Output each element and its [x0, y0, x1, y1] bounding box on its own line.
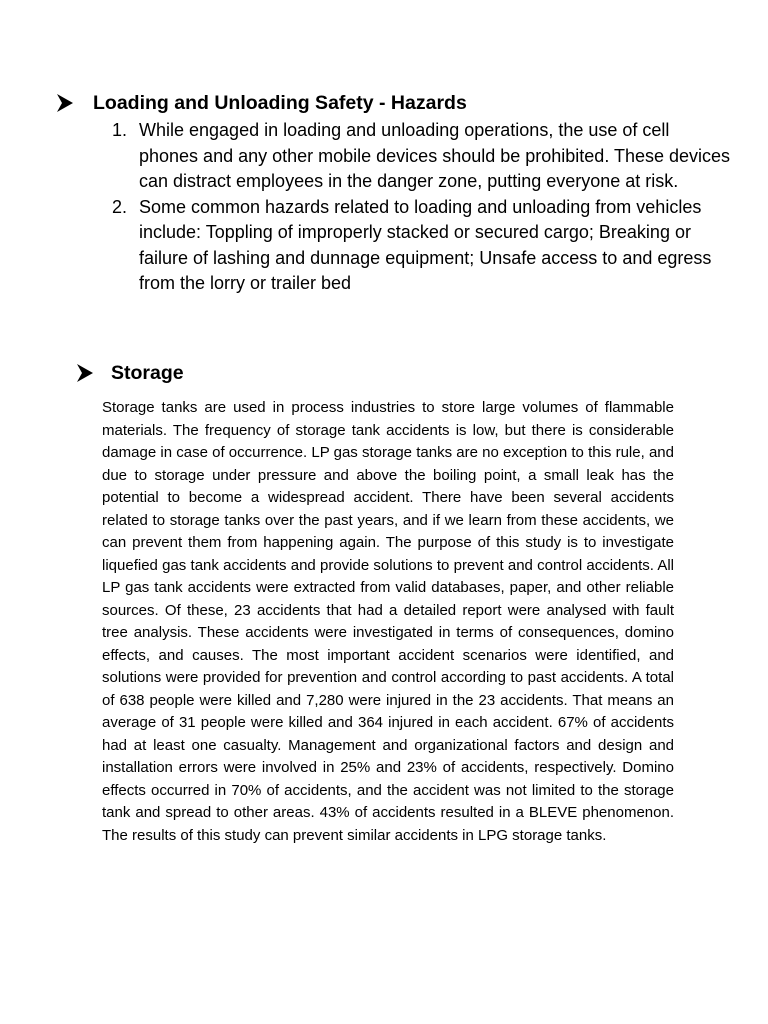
section-title: Storage: [111, 362, 184, 384]
section-loading-unloading: [55, 90, 745, 297]
section-heading: [55, 90, 745, 116]
hazards-list: [55, 118, 732, 297]
list-item: [112, 195, 732, 297]
section-storage: [75, 360, 675, 386]
section-title: Loading and Unloading Safety - Hazards: [93, 92, 467, 114]
list-item-number: 1.: [112, 120, 128, 140]
list-item-number: 2.: [112, 196, 128, 217]
arrowhead-bullet-icon: [55, 92, 75, 114]
list-item: [112, 118, 732, 195]
arrowhead-bullet-icon: [75, 362, 95, 384]
section-heading: [75, 360, 675, 386]
list-item-text: While engaged in loading and unloading operations, the use of cell phones and any other mobile devices should be prohibited. These devices can distract employees in the danger zone, putting everyone at risk.: [139, 120, 731, 191]
list-item-text: Some common hazards related to loading and unloading from vehicles include: Toppling of improperly stacked or secured cargo; Breaking or failure of lashing and dunnage equipment; Unsafe access to and egress from the lorry or trailer bed: [139, 196, 712, 293]
storage-paragraph: Storage tanks are used in process industries to store large volumes of flammable materials. The frequency of storage tank accidents is low, but there is considerable damage in case of occurrence. LP gas storage tanks are no exception to this rule, and due to storage under pressure and above the boiling point, a small leak has the potential to become a widespread accident. There have been several accidents related to storage tanks over the past years, and if we learn from these accidents, we can prevent them from happening again. The purpose of this study is to investigate liquefied gas tank accidents and provide solutions to prevent and control accidents. All LP gas tank accidents were extracted from valid databases, paper, and other reliable sources. Of these, 23 accidents that had a detailed report were analysed with fault tree analysis. These accidents were investigated in terms of consequences, domino effects, and causes. The most important accident scenarios were identified, and solutions were provided for prevention and control according to past accidents. A total of 638 people were killed and 7,280 were injured in the 23 accidents. That means an average of 31 people were killed and 364 injured in each accident. 67% of accidents had at least one casualty. Management and organizational factors and design and installation errors were involved in 25% and 23% of accidents, respectively. Domino effects occurred in 70% of accidents, and the accident was not limited to the storage tank and spread to other areas. 43% of accidents resulted in a BLEVE phenomenon. The results of this study can prevent similar accidents in LPG storage tanks.: [102, 399, 674, 844]
